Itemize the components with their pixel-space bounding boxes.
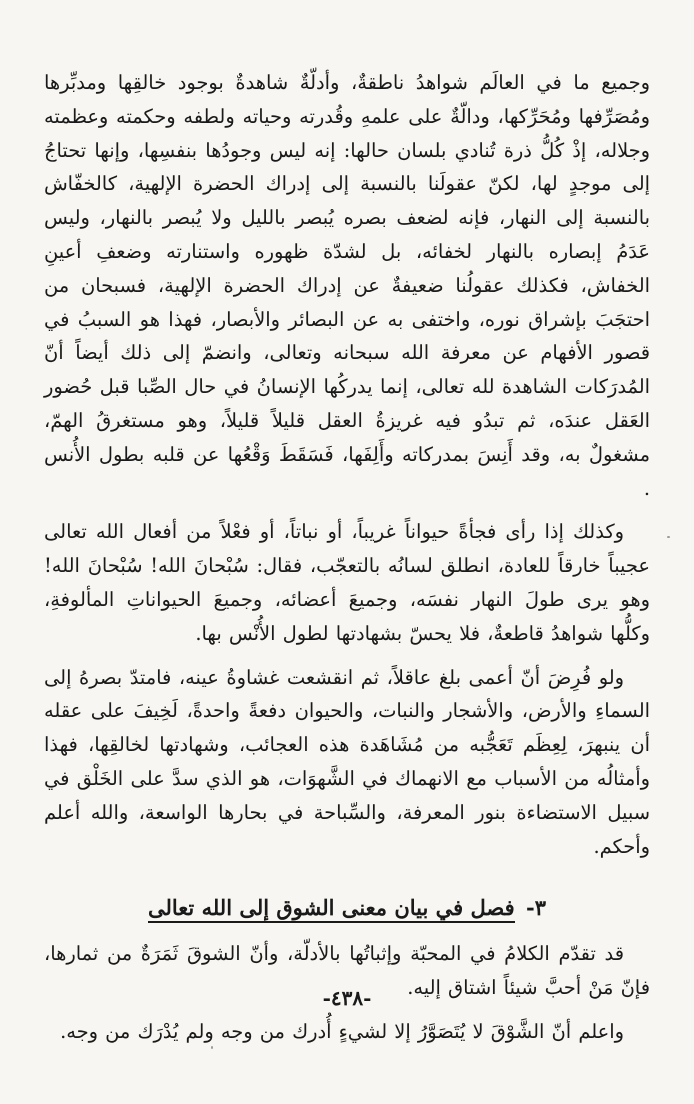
section-number: ٣- (525, 895, 546, 921)
scan-speck (211, 1046, 213, 1049)
scan-speck (667, 536, 670, 538)
page-number: -٤٣٨- (322, 986, 372, 1010)
section-heading (44, 893, 650, 923)
paragraph-1: وجميع ما في العالَم شواهدُ ناطقةٌ، وأدلّةٌ شاهدةٌ بوجود خالقِها ومدبِّرها ومُصَرِّفها ومُحَرِّكها، ودالّةٌ على علمهِ وقُدرته وحياته ولطفه وحكمته وعظمته وجلاله، إذْ كُلُّ ذرة تُنادي بلسان حالها: إنه ليس وجودُها بنفسِها، وإنها تحتاجُ إلى موجدٍ لها، لكنّ عقولَنا بالنسبة إلى إدراك الحضرة الإلهية، كالخفّاش بالنسبة إلى النهار، فإنه لضعف بصره يُبصر بالليل ولا يُبصر بالنهار، وليس عَدَمُ إبصاره بالنهار لخفائه، بل لشدّة ظهوره واستنارته وضعفِ أعينِ الخفاش، فكذلك عقولُنا ضعيفةٌ عن إدراك الحضرة الإلهية، فسبحان من احتجَبَ بإشراق نوره، واختفى به عن البصائر والأبصار، فهذا هو السببُ في قصور الأفهام عن معرفة الله سبحانه وتعالى، وانضمّ إلى ذلك أيضاً أنّ المُدرَكات الشاهدة لله تعالى، إنما يدركُها الإنسانُ في حال الصِّبا قبل حُضور العَقل عندَه، ثم تبدُو فيه غريزةُ العقل قليلاً قليلاً، وهو مستغرقُ الهمّ، مشغولٌ به، وقد أَنِسَ بمدركاته وأَلِفَها، فَسَقَطَ وَقْعُها عن قلبه بطول الأُنس . (44, 71, 650, 500)
section-title: فصل في بيان معنى الشوق إلى الله تعالى (148, 895, 515, 923)
paragraph-4: قد تقدّم الكلامُ في المحبّة وإثباتُها بالأدلّة، وأنّ الشوقَ ثَمَرَةٌ من ثمارها، فإنّ مَنْ أحبَّ شيئاً اشتاق إليه. (44, 942, 650, 1000)
paragraph-3: ولو فُرِضَ أنّ أعمى بلغ عاقلاً، ثم انقشعت غشاوةُ عينه، فامتدّ بصرهُ إلى السماءِ والأرض، والأشجار والنبات، والحيوان دفعةً واحدةً، لَخِيفَ على عقله أن ينبهرَ، لِعِظَم تَعَجُّبه من مُشَاهَدة هذه العجائب، وشهادتها لخالقِها، فهذا وأمثالُه من الأسباب مع الانهماك في الشَّهوَات، هو الذي سدَّ على الخَلْق في سبيل الاستضاءة بنور المعرفة، والسِّباحة في بحارها الواسعة، والله أعلم وأحكم. (44, 665, 650, 858)
paragraph-2: وكذلك إذا رأى فجأةً حيواناً غريباً، أو نباتاً، أو فعْلاً من أفعال الله تعالى عجيباً خارقاً للعادة، انطلق لسانُه بالتعجّب، فقال: سُبْحانَ الله! سُبْحانَ الله! وهو يرى طولَ النهار نفسَه، وجميعَ أعضائه، وجميعَ الحيواناتِ المألوفةِ، وكلُّها شواهدُ قاطعةٌ، فلا يحسّ بشهادتها لطول الأُنْس بها. (44, 520, 650, 645)
paragraph-5: واعلم أنّ الشَّوْقَ لا يُتَصَوَّرُ إلا لشيءٍ أُدرك من وجه ولم يُدْرَك من وجه. (60, 1019, 624, 1043)
